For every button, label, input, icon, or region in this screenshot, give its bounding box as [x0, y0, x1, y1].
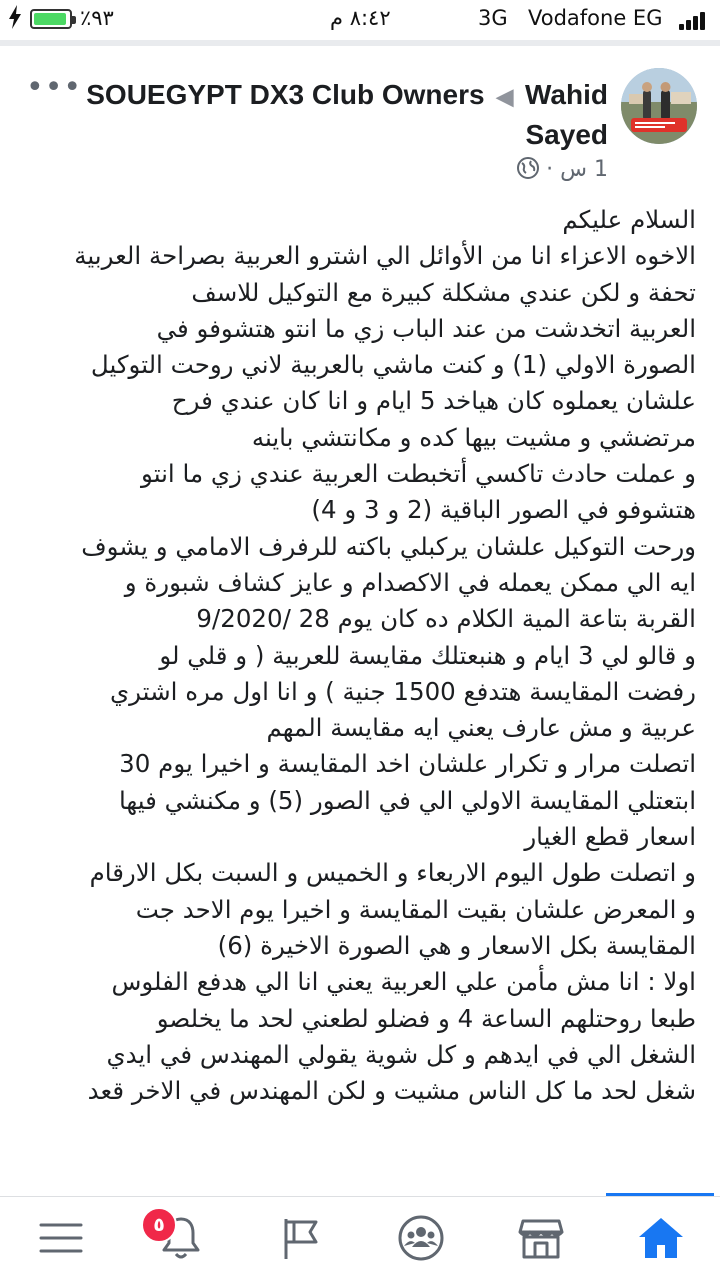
globe-icon — [517, 157, 539, 179]
charging-icon — [8, 4, 22, 35]
flag-icon[interactable] — [276, 1213, 326, 1263]
post-body — [16, 202, 696, 1192]
post-body-line: و عملت حادث تاكسي أتخبطت العربية عندي زي ما انتو — [141, 459, 696, 489]
battery-icon — [30, 9, 72, 29]
post-body-line: عربية و مش عارف يعني ايه مقايسة المهم — [266, 713, 696, 743]
post-body-line: القربة بتاعة المية الكلام ده كان يوم 28 /9/2020 — [196, 604, 696, 634]
post-body-line: الصورة الاولي (1) و كنت ماشي بالعربية لاني روحت التوكيل — [90, 350, 696, 380]
post-body-line: اتصلت مرار و تكرار علشان اخد المقايسة و اخيرا يوم 30 — [119, 749, 696, 779]
post-body-line: اولا : انا مش مأمن علي العربية يعني انا الي هدفع الفلوس — [111, 967, 696, 997]
post-body-line: المقايسة بكل الاسعار و هي الصورة الاخيرة (6) — [217, 930, 696, 960]
status-bar — [0, 0, 720, 40]
clock: ٨:٤٢ م — [330, 6, 391, 30]
post-body-line: شغل لحد ما كل الناس مشيت و لكن المهندس في الاخر قعد — [87, 1076, 696, 1106]
more-options-icon[interactable]: ••• — [26, 70, 83, 105]
post-body-line: ابتعتلي المقايسة الاولي الي في الصور (5) و مكنشي فيها — [118, 785, 696, 815]
post-body-line: السلام عليكم — [562, 205, 696, 234]
network-type: 3G — [478, 6, 508, 30]
signal-icon — [679, 12, 711, 30]
header-divider — [0, 40, 720, 46]
post-body-line: العربية اتخدشت من عند الباب زي ما انتو هتشوفو في — [156, 313, 696, 343]
post-body-line: علشان يعملوه كان هياخد 5 ايام و انا كان عندي فرح — [171, 386, 696, 416]
post-body-line: و المعرض علشان بقيت المقايسة و اخيرا يوم الاحد جت — [135, 894, 696, 924]
post-body-line: ورحت التوكيل علشان يركبلي باكته للرفرف الامامي و يشوف — [81, 531, 696, 561]
bottom-tab-bar — [0, 1196, 720, 1281]
carrier-name: Vodafone EG — [528, 6, 663, 30]
battery-percent: ٪٩٣ — [80, 6, 114, 30]
post-body-line: الاخوه الاعزاء انا من الأوائل الي اشترو العربية بصراحة العربية — [74, 241, 696, 271]
post-body-line: اسعار قطع الغيار — [524, 822, 696, 852]
post-meta — [511, 157, 608, 182]
author-avatar[interactable] — [621, 68, 697, 144]
marketplace-icon[interactable] — [516, 1213, 566, 1263]
post-title — [48, 76, 608, 154]
post-body-line: هتشوفو في الصور الباقية (2 و 3 و 4) — [311, 495, 696, 525]
post-body-line: ايه الي ممكن يعمله في الاكصدام و عايز كشاف شبورة و — [124, 567, 696, 597]
notifications-badge: ٥ — [141, 1207, 177, 1243]
post-body-line: و قالو لي 3 ايام و هنبعتلك مقايسة للعربية ( و قلي لو — [159, 640, 696, 670]
post-body-line: تحفة و لكن عندي مشكلة كبيرة مع التوكيل للاسف — [191, 277, 696, 307]
author-name[interactable]: Wahid Sayed — [525, 79, 608, 150]
post-body-line: رفضت المقايسة هتدفع 1500 جنية ) و انا اول مره اشتري — [109, 676, 696, 706]
post-body-line: مرتضشي و مشيت بيها كده و مكانتشي باينه — [251, 422, 696, 452]
post-body-line: طبعا روحتلهم الساعة 4 و فضلو لطعني لحد ما يخلصو — [156, 1003, 696, 1033]
group-name[interactable]: SOUEGYPT DX3 Club Owners — [86, 79, 485, 110]
post-body-line: و اتصلت طول اليوم الاربعاء و الخميس و السبت بكل الارقام — [89, 858, 696, 888]
groups-icon[interactable] — [396, 1213, 446, 1263]
menu-icon[interactable] — [36, 1213, 86, 1263]
post-time[interactable]: 1 س · — [546, 157, 608, 182]
post-body-line: الشغل الي في ايدهم و كل شوية يقولي المهندس في ايدي — [106, 1039, 696, 1069]
home-icon[interactable] — [636, 1213, 686, 1263]
share-arrow-icon: ◀ — [496, 84, 514, 109]
